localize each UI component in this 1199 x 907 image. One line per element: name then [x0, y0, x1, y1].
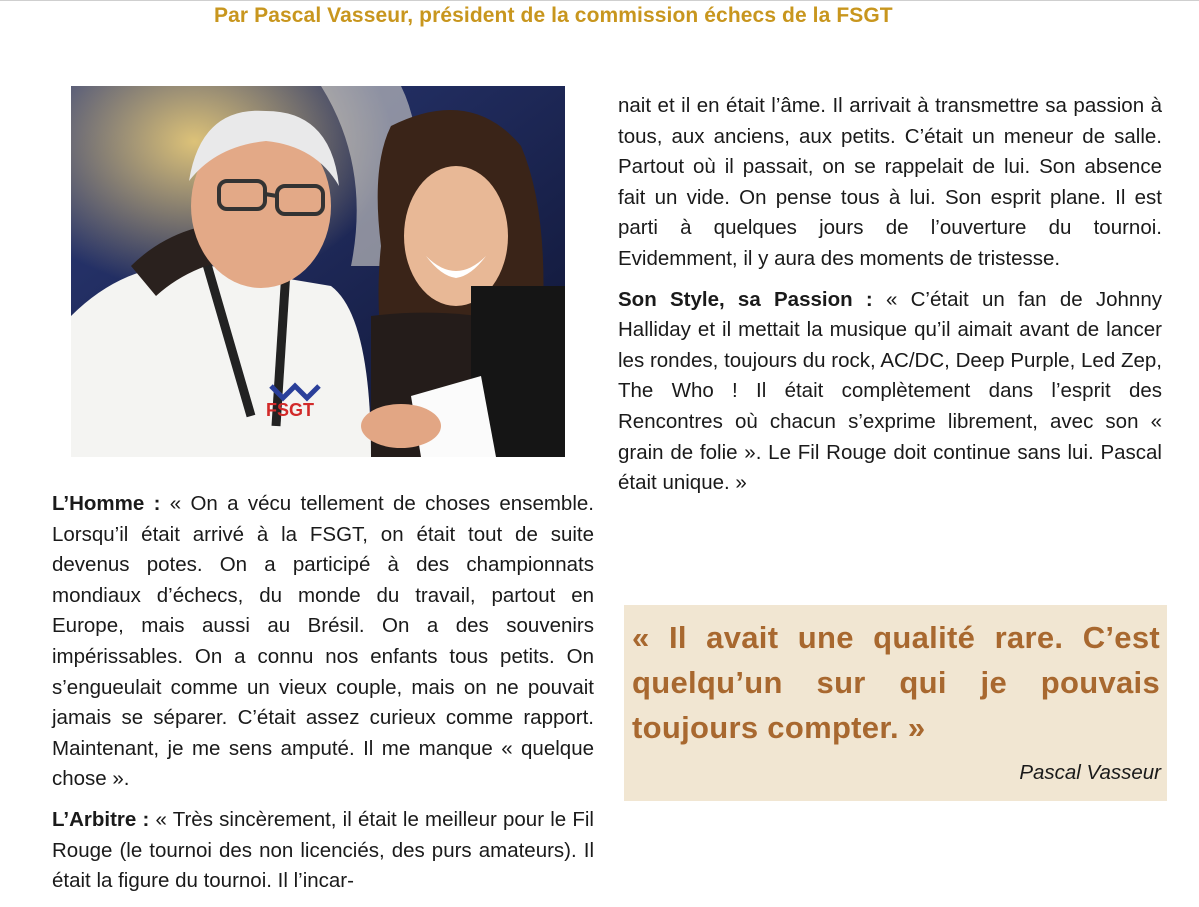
- right-column: [618, 91, 1162, 509]
- paragraph-arbitre: [52, 805, 594, 897]
- pull-quote-box: [624, 605, 1167, 801]
- text-arbitre: « Très sincèrement, il était le meilleur pour le Fil Rouge (le tournoi des non licenciés, des purs amateurs). Il était la figure du tournoi. Il l’incar-: [52, 807, 594, 893]
- shirt-logo-text: FSGT: [266, 400, 314, 420]
- pull-quote-text: « Il avait une qualité rare. C’est quelqu’un sur qui je pouvais toujours compter. »: [632, 620, 1160, 745]
- label-style: Son Style, sa Passion :: [618, 287, 873, 311]
- photo-illustration: [71, 86, 565, 457]
- paragraph-continuation: nait et il en était l’âme. Il arrivait à transmettre sa passion à tous, aux anciens, aux petits. C’était un meneur de salle. Partout où il passait, on se rappelait de lui. Son absence fait un vide. On pense tous à lui. Son esprit plane. Il est parti à quelques jours de l’ouverture du tournoi. Evidemment, il y aura des moments de tristesse.: [618, 94, 1162, 270]
- left-column: [52, 489, 594, 907]
- article-byline: Par Pascal Vasseur, président de la commission échecs de la FSGT: [214, 4, 893, 27]
- label-arbitre: L’Arbitre :: [52, 807, 150, 831]
- label-homme: L’Homme :: [52, 492, 161, 515]
- paragraph-style: [618, 285, 1162, 499]
- paragraph-homme: [52, 489, 594, 795]
- top-rule: [0, 0, 1199, 1]
- article-photo: [71, 86, 565, 457]
- text-style: « C’était un fan de Johnny Halliday et il mettait la musique qu’il aimait avant de lancer les rondes, toujours du rock, AC/DC, Deep Purple, Led Zep, The Who ! Il était complètement dans l’esprit des Rencontres où chacun s’exprime librement, avec son « grain de folie ». Le Fil Rouge doit continue sans lui. Pascal était unique. »: [618, 287, 1162, 495]
- text-homme: « On a vécu tellement de choses ensemble. Lorsqu’il était arrivé à la FSGT, on était tout de suite devenus potes. On a participé à des championnats mondiaux d’échecs, du monde du travail, partout en Europe, mais aussi au Brésil. On a des souvenirs impérissables. On a connu nos enfants tous petits. On s’engueulait comme un vieux couple, mais on ne pouvait jamais se séparer. C’était assez curieux comme rapport. Maintenant, je me sens amputé. Il me manque « quelque chose ».: [52, 492, 594, 791]
- pull-quote-author: Pascal Vasseur: [1019, 761, 1161, 784]
